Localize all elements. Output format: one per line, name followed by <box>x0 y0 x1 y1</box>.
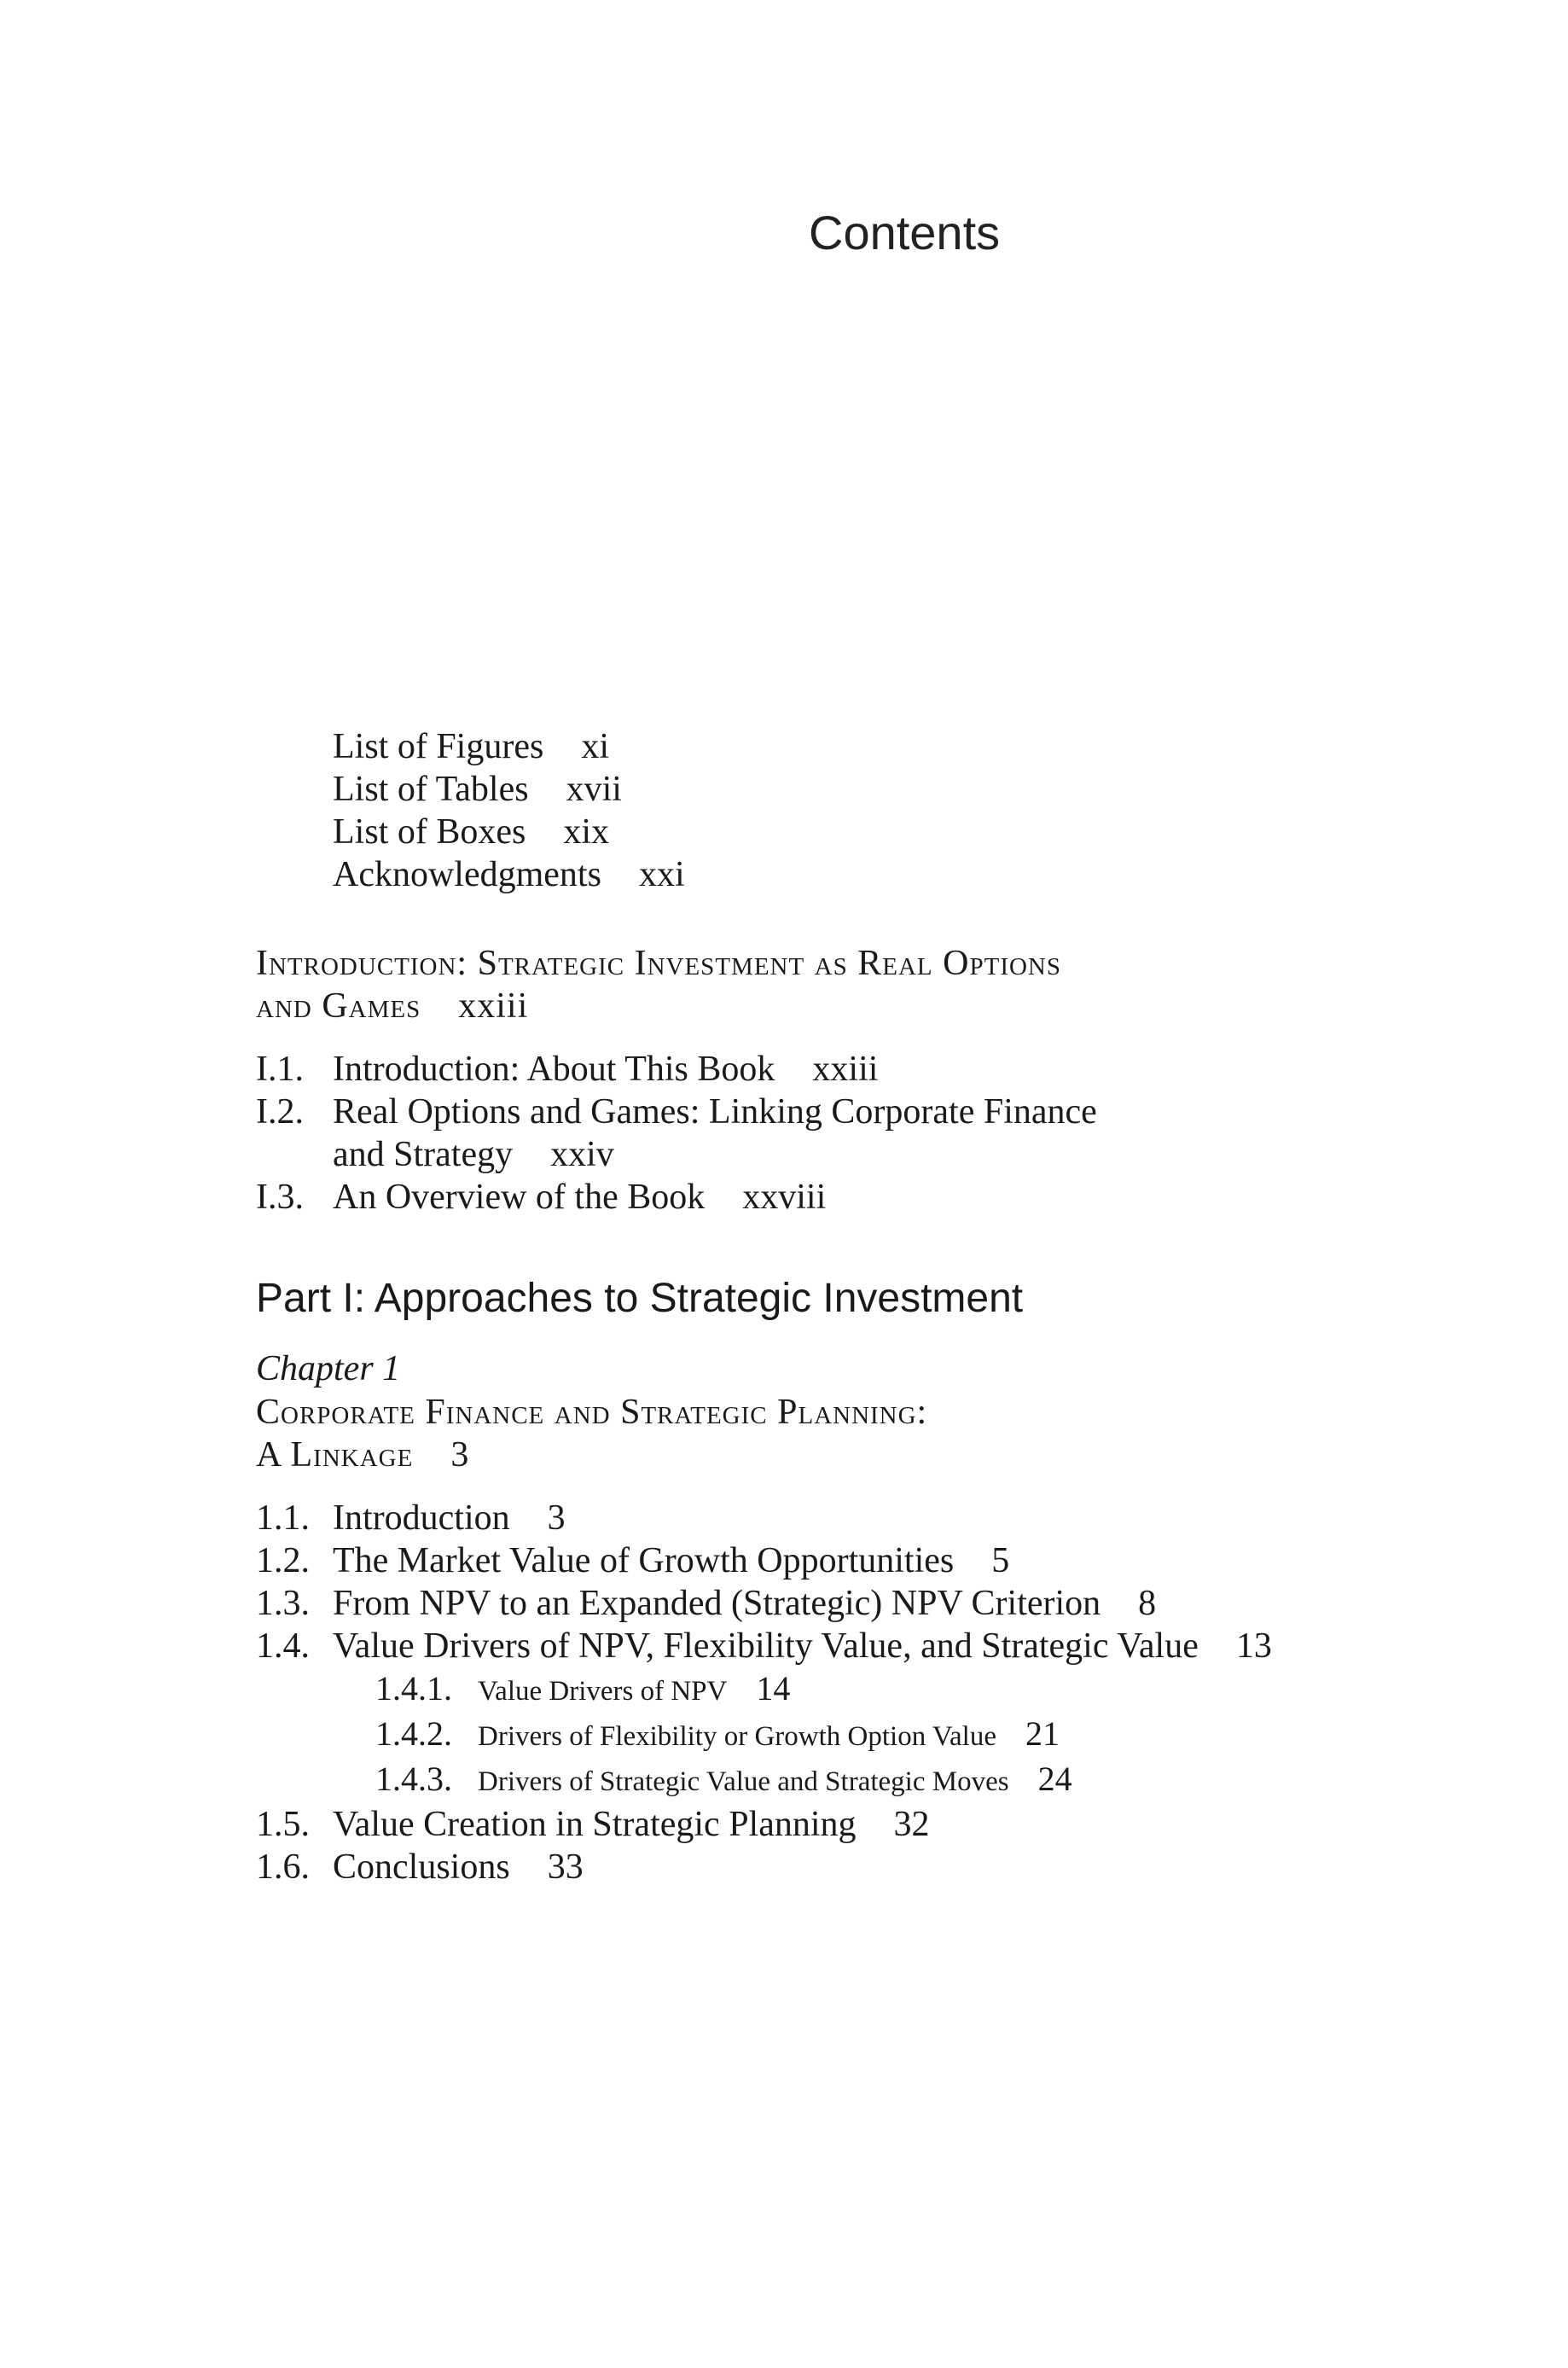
toc-entry[interactable] <box>333 853 685 896</box>
front-matter-list <box>333 725 685 896</box>
toc-entry[interactable] <box>256 1625 1272 1667</box>
toc-entry[interactable] <box>256 1539 1272 1582</box>
toc-entry-page: xxi <box>638 855 685 894</box>
toc-entry-title: Introduction: About This Book <box>333 1050 775 1089</box>
introduction-heading[interactable] <box>256 942 1061 1027</box>
toc-entry-page: xxviii <box>742 1178 827 1217</box>
chapter-title-line2: A Linkage <box>256 1435 414 1475</box>
toc-subentry[interactable] <box>256 1713 1272 1758</box>
toc-entry-page: 8 <box>1138 1584 1157 1623</box>
toc-entry-page: xi <box>581 727 609 766</box>
toc-entry-page: xxiv <box>550 1135 614 1174</box>
toc-entry-title: Value Creation in Strategic Planning <box>333 1805 857 1844</box>
chapter-title[interactable] <box>256 1391 927 1476</box>
section-number: 1.5. <box>256 1805 310 1844</box>
toc-entry[interactable] <box>256 1048 1097 1091</box>
section-number: 1.2. <box>256 1541 310 1580</box>
part-title: Part I: Approaches to Strategic Investment <box>256 1276 1024 1321</box>
toc-subentry-title: Drivers of Flexibility or Growth Option Value <box>478 1721 996 1752</box>
subsection-number: 1.4.2. <box>375 1714 452 1753</box>
toc-entry[interactable] <box>333 768 685 811</box>
toc-entry[interactable] <box>256 1091 1097 1176</box>
introduction-heading-line1: Introduction: Strategic Investment as Real Options <box>256 944 1061 983</box>
toc-entry-page: 21 <box>1025 1714 1060 1753</box>
toc-subentry-title: Drivers of Strategic Value and Strategic Moves <box>478 1766 1009 1797</box>
toc-subentry[interactable] <box>256 1667 1272 1713</box>
toc-entry-page: 3 <box>450 1435 470 1475</box>
toc-entry-title-line2: and Strategy <box>333 1135 514 1174</box>
toc-entry-page: xxiii <box>458 986 529 1026</box>
toc-entry-page: 14 <box>756 1669 791 1708</box>
toc-entry-page: 3 <box>547 1498 566 1538</box>
toc-entry-page: 24 <box>1037 1760 1072 1798</box>
toc-entry-title: An Overview of the Book <box>333 1178 706 1217</box>
toc-entry-title: The Market Value of Growth Opportunities <box>333 1541 955 1580</box>
chapter-label: Chapter 1 <box>256 1349 401 1388</box>
section-number: 1.6. <box>256 1847 310 1887</box>
chapter-sections <box>256 1497 1272 1888</box>
toc-entry[interactable] <box>333 725 685 768</box>
section-number: I.1. <box>256 1050 304 1089</box>
toc-entry-page: 32 <box>893 1805 930 1844</box>
section-number: I.2. <box>256 1092 304 1132</box>
toc-entry[interactable] <box>256 1176 1097 1219</box>
toc-entry-title: Value Drivers of NPV, Flexibility Value, and Strategic Value <box>333 1626 1199 1666</box>
toc-entry[interactable] <box>256 1582 1272 1625</box>
subsection-number: 1.4.3. <box>375 1760 452 1798</box>
introduction-sections <box>256 1048 1097 1219</box>
toc-entry-page: xix <box>563 812 609 852</box>
toc-entry-title: List of Boxes <box>333 812 526 852</box>
subsection-number: 1.4.1. <box>375 1669 452 1708</box>
toc-entry[interactable] <box>256 1497 1272 1539</box>
toc-entry-page: 33 <box>547 1847 584 1887</box>
toc-entry-page: 13 <box>1235 1626 1272 1666</box>
toc-entry-page: 5 <box>991 1541 1010 1580</box>
toc-entry-title: Acknowledgments <box>333 855 601 894</box>
toc-entry[interactable] <box>256 1803 1272 1846</box>
section-number: 1.4. <box>256 1626 310 1666</box>
toc-entry-title: From NPV to an Expanded (Strategic) NPV Criterion <box>333 1584 1101 1623</box>
section-number: 1.3. <box>256 1584 310 1623</box>
section-number: 1.1. <box>256 1498 310 1538</box>
toc-entry-title: List of Tables <box>333 770 529 809</box>
toc-entry-page: xxiii <box>812 1050 879 1089</box>
toc-entry-title: List of Figures <box>333 727 544 766</box>
toc-subentry-title: Value Drivers of NPV <box>478 1676 728 1707</box>
toc-subentry[interactable] <box>256 1758 1272 1803</box>
page-title: Contents <box>809 206 1001 259</box>
section-number: I.3. <box>256 1178 304 1217</box>
toc-entry-title: Introduction <box>333 1498 510 1538</box>
chapter-title-line1: Corporate Finance and Strategic Planning: <box>256 1393 928 1432</box>
toc-entry-page: xvii <box>566 770 622 809</box>
toc-entry[interactable] <box>333 811 685 853</box>
introduction-heading-line2: and Games <box>256 986 421 1026</box>
toc-entry[interactable] <box>256 1846 1272 1888</box>
toc-entry-title-line1: Real Options and Games: Linking Corporate Finance <box>333 1092 1097 1132</box>
toc-entry-title: Conclusions <box>333 1847 510 1887</box>
